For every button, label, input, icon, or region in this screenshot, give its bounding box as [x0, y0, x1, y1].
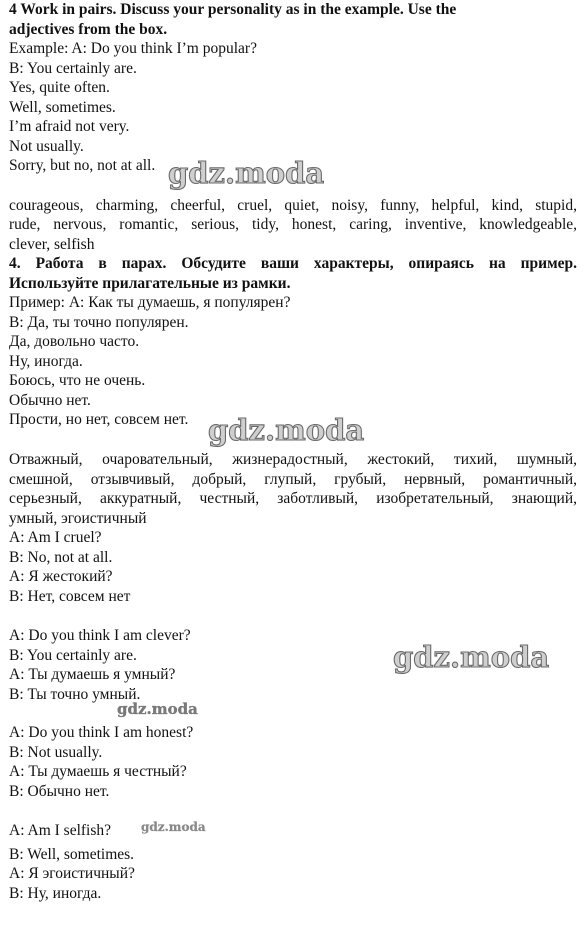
- example-en-line: B: You certainly are.: [9, 60, 137, 77]
- adjectives-ru-line: смешной, отзывчивый, добрый, глупый, грубый, нервный, романтичный,: [9, 471, 577, 488]
- example-en-line: Yes, quite often.: [9, 79, 110, 96]
- adjectives-ru-line: умный, эгоистичный: [9, 510, 147, 527]
- example-en-line: Example: A: Do you think I’m popular?: [9, 40, 257, 57]
- adjectives-en-line: courageous, charming, cheerful, cruel, quiet, noisy, funny, helpful, kind, stupid,: [9, 197, 577, 214]
- example-ru-line: Пример: А: Как ты думаешь, я популярен?: [9, 294, 291, 311]
- adjectives-ru-line: Отважный, очаровательный, жизнерадостный, жестокий, тихий, шумный,: [9, 451, 577, 468]
- dialogue-line: А: Ты думаешь я честный?: [9, 763, 187, 780]
- example-ru-line: В: Да, ты точно популярен.: [9, 314, 189, 331]
- dialogue-line: В: Обычно нет.: [9, 783, 110, 800]
- dialogue-line: А: Ты думаешь я умный?: [9, 666, 176, 683]
- example-ru-line: Боюсь, что не очень.: [9, 372, 146, 389]
- dialogue-line: A: Am I cruel?: [9, 529, 102, 546]
- dialogue-line: А: Я жестокий?: [9, 568, 113, 585]
- example-ru-line: Ну, иногда.: [9, 353, 83, 370]
- dialogue-line: A: Am I selfish?: [9, 822, 112, 839]
- dialogue-line: A: Do you think I am clever?: [9, 627, 191, 644]
- example-en-line: I’m afraid not very.: [9, 118, 130, 135]
- dialogue-line: В: Ты точно умный.: [9, 686, 141, 703]
- watermark-logo: gdz.moda: [168, 156, 325, 190]
- dialogue-line: B: No, not at all.: [9, 549, 113, 566]
- dialogue-line: B: You certainly are.: [9, 647, 137, 664]
- watermark-logo: gdz.moda: [208, 413, 365, 447]
- task-title-ru-line1: 4. Работа в парах. Обсудите ваши характеры, опираясь на пример.: [9, 255, 577, 272]
- example-en-line: Not usually.: [9, 138, 84, 155]
- dialogue-line: A: Do you think I am honest?: [9, 724, 194, 741]
- task-title-en-line1: 4 Work in pairs. Discuss your personality as in the example. Use the: [9, 1, 457, 18]
- example-en-line: Well, sometimes.: [9, 99, 116, 116]
- dialogue-line: В: Нет, совсем нет: [9, 588, 131, 605]
- example-ru-line: Обычно нет.: [9, 392, 91, 409]
- adjectives-en-line: clever, selfish: [9, 236, 95, 253]
- task-title-en-line2: adjectives from the box.: [9, 21, 168, 38]
- task-title-ru-line2: Используйте прилагательные из рамки.: [9, 275, 291, 292]
- adjectives-ru-line: серьезный, аккуратный, честный, заботливый, изобретательный, знающий,: [9, 490, 577, 507]
- adjectives-en-line: rude, nervous, romantic, serious, tidy, honest, caring, inventive, knowledgeable,: [9, 216, 577, 233]
- example-ru-line: Да, довольно часто.: [9, 333, 140, 350]
- watermark-logo: gdz.moda: [117, 700, 198, 718]
- dialogue-line: B: Well, sometimes.: [9, 846, 135, 863]
- example-ru-line: Прости, но нет, совсем нет.: [9, 411, 189, 428]
- dialogue-line: А: Я эгоистичный?: [9, 865, 135, 882]
- watermark-logo: gdz.moda: [393, 640, 550, 674]
- watermark-logo: gdz.moda: [141, 820, 206, 834]
- dialogue-line: B: Not usually.: [9, 744, 103, 761]
- example-en-line: Sorry, but no, not at all.: [9, 157, 156, 174]
- dialogue-line: В: Ну, иногда.: [9, 885, 102, 902]
